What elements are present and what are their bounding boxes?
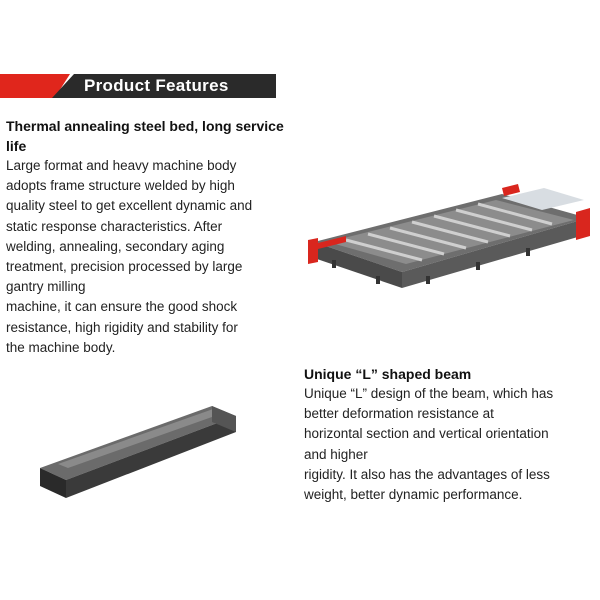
feature-l-beam [304, 364, 594, 505]
machine-bed-image [306, 184, 592, 300]
section-banner [0, 74, 276, 98]
feature-heading: Unique “L” shaped beam [304, 366, 472, 382]
section-title: Product Features [84, 76, 229, 95]
feature-steel-bed [6, 116, 296, 358]
feature-body: Large format and heavy machine body adopts frame structure welded by high quality steel to get excellent dynamic and static response characteristics. After welding, annealing, secondary aging treatment, precision processed by large gantry milling machine, it can ensure the good shock resistance, high rigidity and stability for the machine body. [6, 158, 253, 355]
l-beam-image [36, 402, 246, 506]
feature-body: Unique “L” design of the beam, which has better deformation resistance at horizontal section and vertical orientation and higher rigidity. It also has the advantages of less weight, better dynamic performance. [304, 386, 554, 503]
feature-heading: Thermal annealing steel bed, long service life [6, 118, 284, 154]
